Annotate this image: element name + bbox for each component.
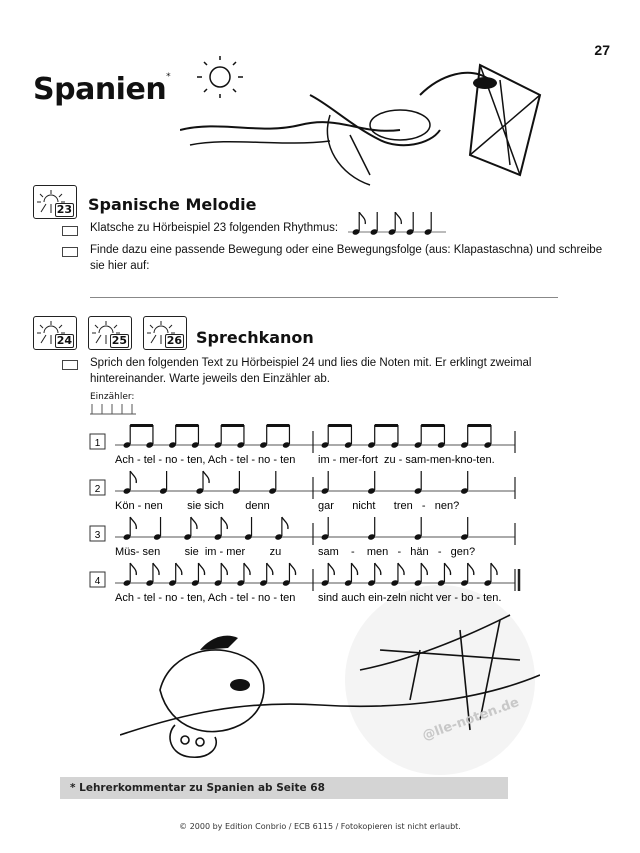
quarter-note (460, 425, 469, 449)
quarter-note (282, 425, 291, 449)
task-checkbox[interactable] (62, 360, 78, 370)
cd-track-badge: 25 (88, 316, 132, 350)
rhythm-notation (348, 212, 448, 236)
beam (176, 424, 199, 427)
quarter-note (424, 212, 433, 236)
quarter-note (367, 517, 376, 541)
cd-track-badge: 24 (33, 316, 77, 350)
score-row (90, 517, 515, 558)
quarter-note (268, 471, 277, 495)
quarter-note (414, 517, 423, 541)
quarter-note (483, 425, 492, 449)
task-checkbox[interactable] (62, 226, 78, 236)
count-in-notation (90, 402, 140, 416)
lyrics: gar nicht tren - nen? (318, 500, 460, 512)
lobster-beach-illustration (180, 55, 560, 195)
task-text: Klatsche zu Hörbeispiel 23 folgenden Rhythmus: (90, 222, 339, 234)
writing-line[interactable] (90, 297, 558, 298)
lyrics: sam - men - hän - gen? (318, 546, 476, 558)
quarter-note (259, 425, 268, 449)
score-row (90, 471, 515, 512)
quarter-note (236, 425, 245, 449)
row-number: 2 (94, 484, 101, 495)
quarter-note (370, 212, 379, 236)
beam (375, 424, 398, 427)
quarter-note (123, 425, 132, 449)
task-checkbox[interactable] (62, 247, 78, 257)
row-number: 3 (94, 530, 101, 541)
page-title (33, 72, 170, 107)
lyrics: Ach - tel - no - ten, Ach - tel - no - ten (115, 454, 296, 466)
rhythm-score (0, 420, 640, 620)
quarter-note (321, 471, 330, 495)
beam (421, 424, 444, 427)
score-row (90, 424, 515, 466)
quarter-note (232, 471, 241, 495)
task-row-rhythm (90, 212, 448, 236)
title-footnote-marker: * (166, 72, 171, 82)
quarter-note (367, 425, 376, 449)
quarter-note (145, 425, 154, 449)
count-in-label: Einzähler: (90, 392, 135, 402)
cd-track-badge: 26 (143, 316, 187, 350)
task-text: sie hier auf: (90, 260, 150, 272)
quarter-note (406, 212, 415, 236)
cd-track-badge: 23 (33, 185, 77, 219)
row-number: 4 (94, 576, 101, 587)
quarter-note (244, 517, 253, 541)
quarter-note (153, 517, 162, 541)
hedgehog-laundry-illustration (120, 610, 540, 775)
page-number: 27 (594, 42, 610, 58)
sun-icon (210, 67, 230, 87)
task-text: Sprich den folgenden Text zu Hörbeispiel 24 und lies die Noten mit. Er erklingt zweimal (90, 357, 532, 369)
quarter-note (191, 425, 200, 449)
footnote-bar: * Lehrerkommentar zu Spanien ab Seite 68 (60, 777, 508, 799)
watermark-text: @lle-noten.de (420, 695, 522, 744)
copyright-notice: © 2000 by Edition Conbrio / ECB 6115 / Fotokopieren ist nicht erlaubt. (179, 822, 461, 831)
lyrics: Müs- sen sie im - mer zu (115, 546, 282, 558)
quarter-note (168, 425, 177, 449)
task-text: Finde dazu eine passende Bewegung oder eine Bewegungsfolge (aus: Klapastaschna) und schreibe (90, 244, 603, 256)
lyrics: Ach - tel - no - ten, Ach - tel - no - ten (115, 592, 296, 604)
quarter-note (460, 517, 469, 541)
beam (328, 424, 351, 427)
quarter-note (159, 471, 168, 495)
quarter-note (344, 425, 353, 449)
section-heading-spanische-melodie: Spanische Melodie (88, 195, 257, 214)
quarter-note (367, 471, 376, 495)
title-text: Spanien (33, 72, 167, 107)
lyrics: im - mer-fort zu - sam-men-kno-ten. (318, 454, 495, 466)
task-text: hintereinander. Warte jeweils den Einzähler ab. (90, 373, 330, 385)
quarter-note (321, 517, 330, 541)
lyrics: Kön - nen sie sich denn (115, 500, 270, 512)
quarter-note (321, 425, 330, 449)
quarter-note (390, 425, 399, 449)
beam (267, 424, 290, 427)
row-number: 1 (94, 438, 101, 449)
quarter-note (414, 471, 423, 495)
quarter-note (214, 425, 223, 449)
quarter-note (414, 425, 423, 449)
lyrics: sind auch ein-zeln nicht ver - bo - ten. (318, 592, 502, 604)
beam (221, 424, 244, 427)
beam (468, 424, 491, 427)
beam (130, 424, 153, 427)
score-row (90, 563, 519, 604)
quarter-note (460, 471, 469, 495)
quarter-note (437, 425, 446, 449)
section-heading-sprechkanon: Sprechkanon (196, 328, 314, 347)
